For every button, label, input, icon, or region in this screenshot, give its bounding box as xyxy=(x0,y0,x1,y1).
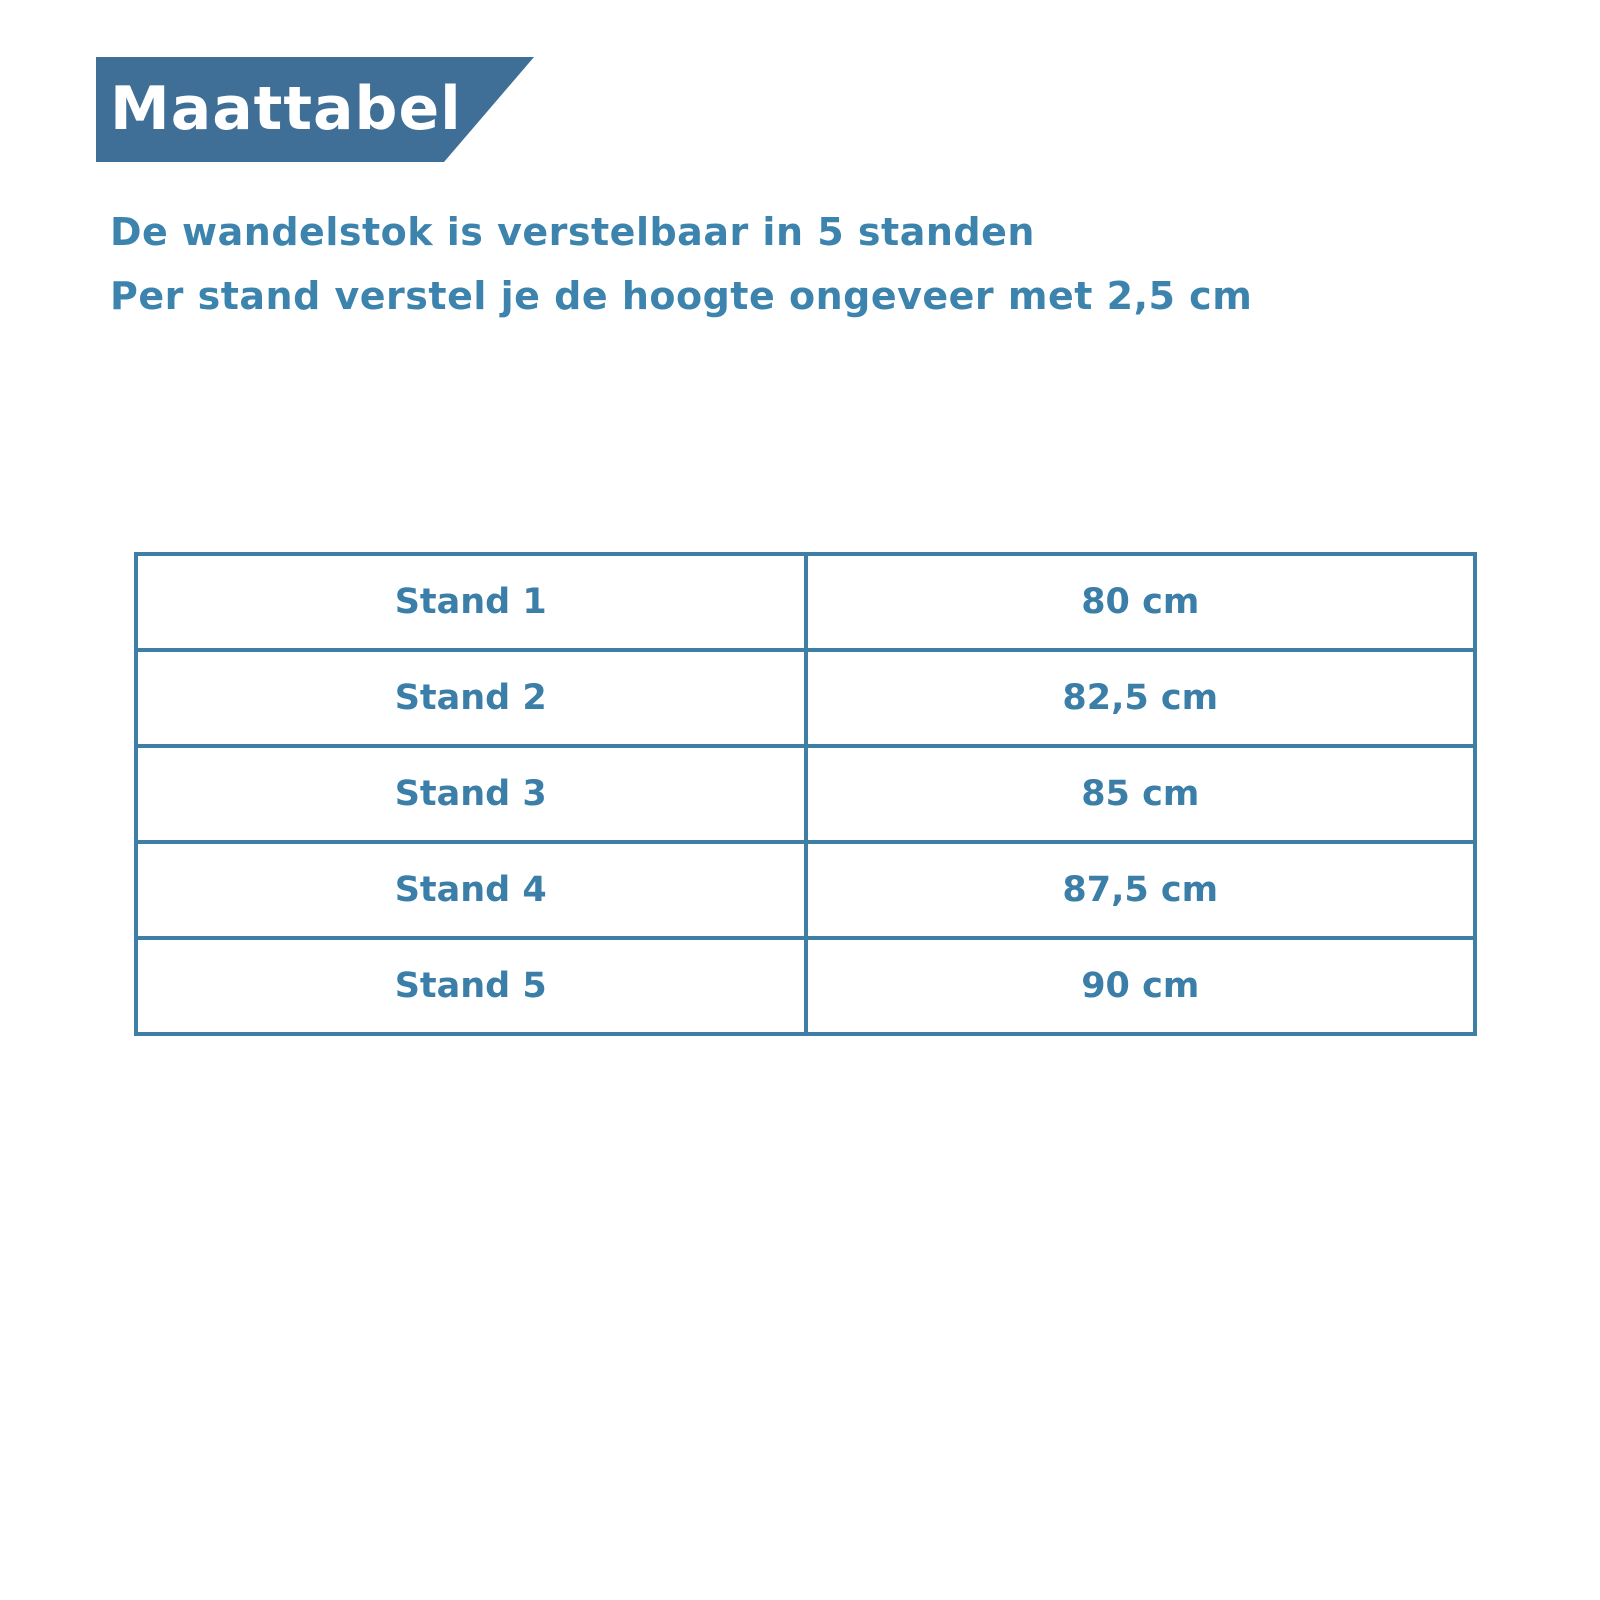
subtitle-line-2: Per stand verstel je de hoogte ongeveer met 2,5 cm xyxy=(110,274,1253,318)
table-row xyxy=(136,554,1475,650)
height-cell: 90 cm xyxy=(806,938,1476,1034)
table-row xyxy=(136,938,1475,1034)
stand-cell: Stand 5 xyxy=(136,938,806,1034)
height-cell: 82,5 cm xyxy=(806,650,1476,746)
subtitle-line-1: De wandelstok is verstelbaar in 5 standen xyxy=(110,210,1035,254)
stand-cell: Stand 1 xyxy=(136,554,806,650)
table-row xyxy=(136,746,1475,842)
page-title: Maattabel xyxy=(110,74,462,144)
table-row xyxy=(136,842,1475,938)
size-table xyxy=(134,552,1477,1036)
height-cell: 87,5 cm xyxy=(806,842,1476,938)
stand-cell: Stand 2 xyxy=(136,650,806,746)
title-banner xyxy=(96,57,534,162)
stand-cell: Stand 3 xyxy=(136,746,806,842)
height-cell: 80 cm xyxy=(806,554,1476,650)
height-cell: 85 cm xyxy=(806,746,1476,842)
stand-cell: Stand 4 xyxy=(136,842,806,938)
table-row xyxy=(136,650,1475,746)
